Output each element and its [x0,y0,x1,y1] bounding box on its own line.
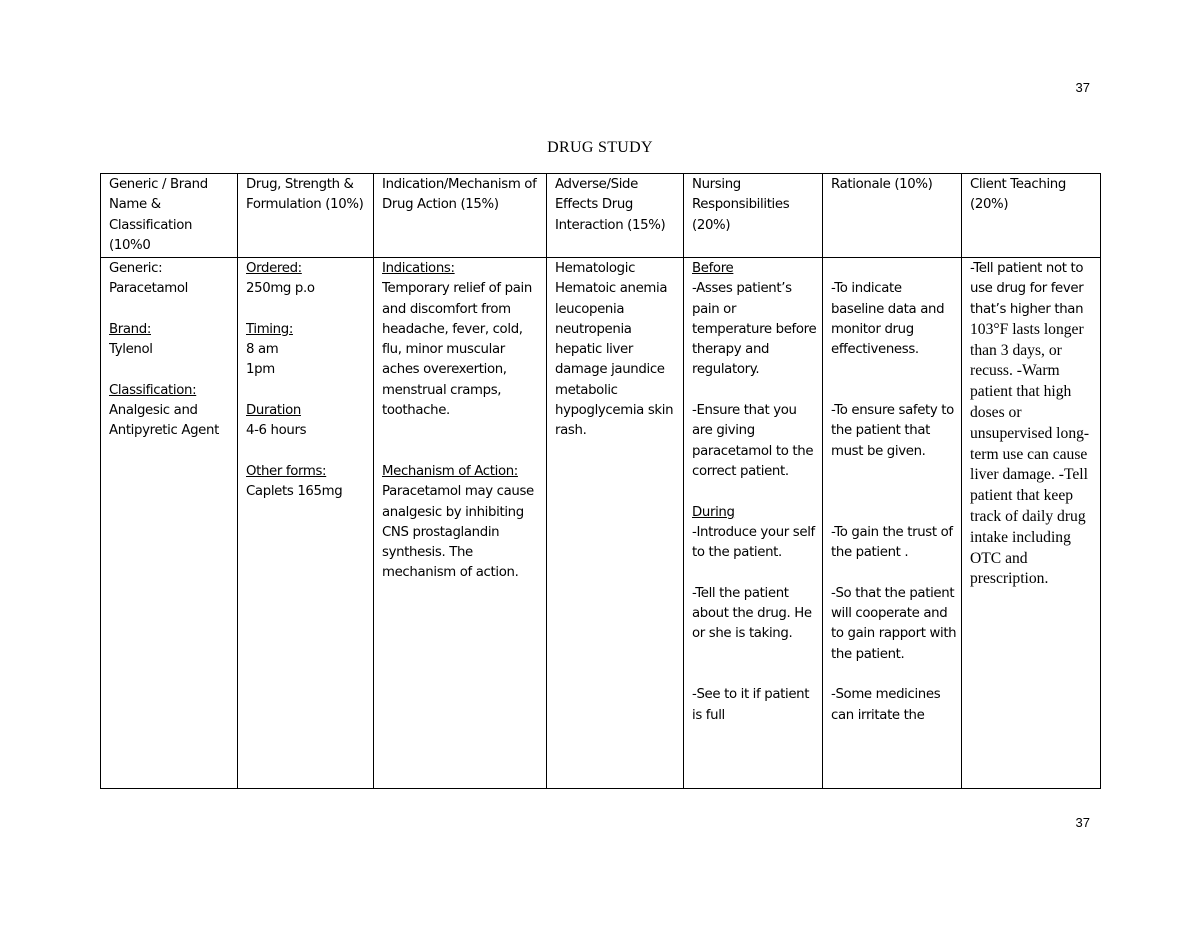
cell-generic-brand [101,258,238,789]
indications-text: Temporary relief of pain and discomfort from headache, fever, cold, flu, minor muscular aches overexertion, menstrual cramps, toothache. [382,281,532,419]
cell-nursing-responsibilities [684,258,823,789]
header-nursing-responsibilities: Nursing Responsibilities (20%) [684,174,823,258]
during-item-1: -Introduce your self to the patient. [692,524,815,561]
cell-indication-mechanism [374,258,547,789]
rationale-item-1: -To indicate baseline data and monitor drug effectiveness. [831,281,945,358]
before-item-2: -Ensure that you are giving paracetamol to the correct patient. [692,403,814,479]
header-rationale: Rationale (10%) [823,174,962,258]
header-client-teaching: Client Teaching (20%) [962,174,1101,258]
mechanism-label: Mechanism of Action: [382,463,518,479]
mechanism-text: Paracetamol may cause analgesic by inhibiting CNS prostaglandin synthesis. The mechanism of action. [382,484,534,581]
timing-value-2: 1pm [246,362,275,378]
rationale-item-3: -To gain the trust of the patient . [831,524,953,561]
during-label: During [692,504,735,520]
during-item-2: -Tell the patient about the drug. He or she is taking. [692,585,812,642]
classification-label: Classification: [109,382,197,398]
header-indication-mechanism: Indication/Mechanism of Drug Action (15%) [374,174,547,258]
teaching-item-2: 103°F lasts longer than 3 days, or recuss. -Warm patient that high doses or unsupervised long-term use can cause liver damage. -Tell patient that keep track of daily drug intake including OTC and prescription. [970,320,1090,588]
rationale-item-4: -So that the patient will cooperate and to gain rapport with the patient. [831,585,957,662]
before-label: Before [692,261,734,276]
header-drug-strength: Drug, Strength & Formulation (10%) [238,174,374,258]
rationale-item-2: -To ensure safety to the patient that must be given. [831,403,954,459]
generic-label: Generic: [109,261,163,276]
drug-study-table [100,173,1101,789]
page-number-top: 37 [1075,80,1090,95]
cell-drug-strength [238,258,374,789]
timing-value-1: 8 am [246,342,279,358]
duration-label: Duration [246,403,301,419]
rationale-item-5: -Some medicines can irritate the [831,687,941,723]
table-row [101,258,1101,789]
classification-value: Analgesic and Antipyretic Agent [109,403,219,439]
page-number-bottom: 37 [1075,815,1090,830]
adverse-effects-text: Hematologic Hematoic anemia leucopenia neutropenia hepatic liver damage jaundice metabolic hypoglycemia skin rash. [555,261,674,439]
duration-value: 4-6 hours [246,423,307,439]
during-item-3: -See to it if patient is full [692,687,810,723]
teaching-item-1: -Tell patient not to use drug for fever that’s higher than [970,261,1084,317]
brand-label: Brand: [109,321,151,337]
header-generic-brand: Generic / Brand Name & Classification (10%0 [101,174,238,258]
ordered-label: Ordered: [246,261,302,276]
generic-value: Paracetamol [109,281,188,297]
other-forms-value: Caplets 165mg [246,484,343,500]
timing-label: Timing: [246,321,293,337]
cell-client-teaching [962,258,1101,789]
indications-label: Indications: [382,261,455,276]
ordered-value: 250mg p.o [246,281,315,297]
cell-rationale [823,258,962,789]
other-forms-label: Other forms: [246,463,327,479]
cell-adverse-effects [547,258,684,789]
header-adverse-effects: Adverse/Side Effects Drug Interaction (15%) [547,174,684,258]
document-title: DRUG STUDY [547,139,653,156]
brand-value: Tylenol [109,342,153,358]
table-header-row [101,174,1101,258]
before-item-1: -Asses patient’s pain or temperature before therapy and regulatory. [692,281,817,378]
